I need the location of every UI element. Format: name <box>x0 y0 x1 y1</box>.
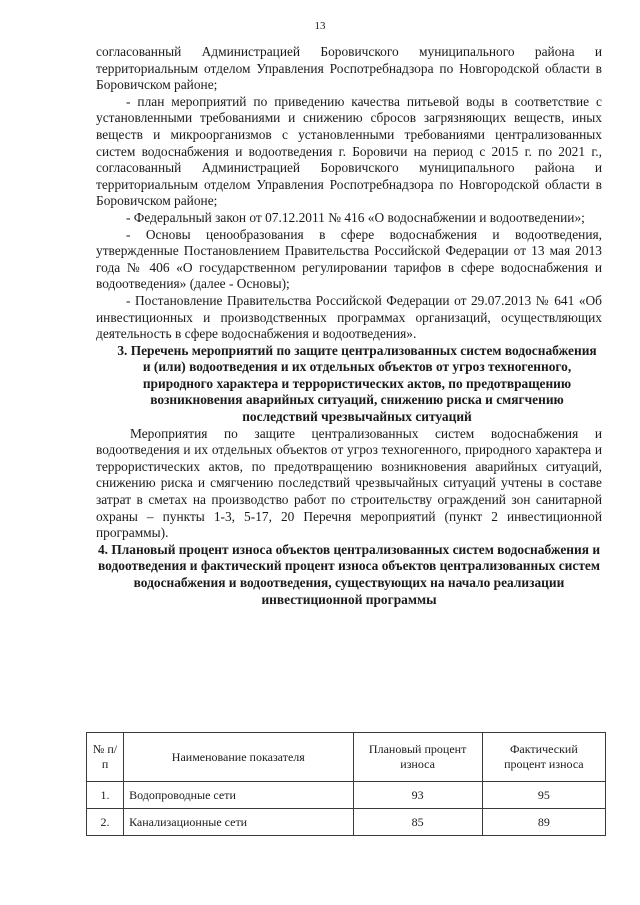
section-4-heading: 4. Плановый процент износа объектов централизованных систем водоснабжения и водоотведения и фактический процент износа объектов централизованных систем водоснабжения и водоотведения, существующих на начало реализации инвестиционной программы <box>97 541 601 607</box>
list-item: - Федеральный закон от 07.12.2011 № 416 «О водоснабжении и водоотведении»; <box>126 209 585 225</box>
wear-percentage-table <box>86 732 606 836</box>
row-fact: 89 <box>482 809 605 836</box>
header-name: Наименование показателя <box>124 733 353 782</box>
table-row <box>87 809 606 836</box>
document-body <box>96 44 602 608</box>
table-row <box>87 782 606 809</box>
section-3-heading: 3. Перечень мероприятий по защите централизованных систем водоснабжения и (или) водоотведения и их отдельных объектов от угроз техногенного, природного характера и террористических актов, по предотвращению возникновения аварийных ситуаций, снижению риска и смягчению последствий чрезвычайных ситуаций <box>117 342 597 425</box>
header-num: № п/п <box>87 733 124 782</box>
row-plan: 93 <box>353 782 482 809</box>
table-header-row <box>87 733 606 782</box>
row-name: Водопроводные сети <box>124 782 353 809</box>
intro-continuation: согласованный Администрацией Боровичского муниципального района и территориальным отделом Управления Роспотребнадзора по Новгородской области в Боровичском районе; <box>96 44 602 93</box>
row-num: 2. <box>87 809 124 836</box>
list-item: - Постановление Правительства Российской Федерации от 29.07.2013 № 641 «Об инвестиционных и производственных программах организаций, осуществляющих деятельность в сфере водоснабжения и водоотведения». <box>96 292 602 342</box>
row-plan: 85 <box>353 809 482 836</box>
list-item: - план мероприятий по приведению качества питьевой воды в соответствие с установленными требованиями и снижению сбросов загрязняющих веществ, иных веществ и микроорганизмов с установленными требованиями централизованных систем водоснабжения и водоотведения г. Боровичи на период с 2015 г. по 2021 г., согласованный Администрацией Боровичского муниципального района и территориальным отделом Управления Роспотребнадзора по Новгородской области в Боровичском районе; <box>96 93 602 209</box>
row-num: 1. <box>87 782 124 809</box>
list-item: - Основы ценообразования в сфере водоснабжения и водоотведения, утвержденные Постановлением Правительства Российской Федерации от 13 мая 2013 года № 406 «О государственном регулировании тарифов в сфере водоснабжения и водоотведения» (далее - Основы); <box>96 226 602 292</box>
row-name: Канализационные сети <box>124 809 353 836</box>
header-plan: Плановый процент износа <box>353 733 482 782</box>
header-fact: Фактический процент износа <box>482 733 605 782</box>
page-number: 13 <box>314 20 326 32</box>
row-fact: 95 <box>482 782 605 809</box>
section-3-paragraph: Мероприятия по защите централизованных систем водоснабжения и водоотведения и их отдельных объектов от угроз техногенного, природного характера и террористических актов, по предотвращению возникновения аварийных ситуаций, снижению риска и смягчению последствий чрезвычайных ситуаций учтены в составе затрат в сметах на производство работ по строительству ограждений зон санитарной охраны – пункты 1-3, 5-17, 20 Перечня мероприятий (пункт 2 инвестиционной программы). <box>96 425 602 541</box>
